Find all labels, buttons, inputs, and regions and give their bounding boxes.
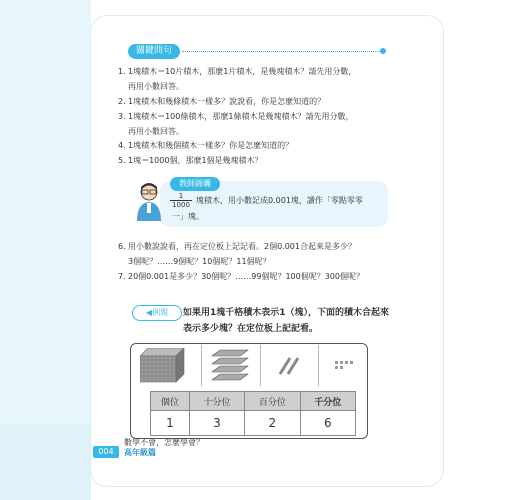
value-ones: 1 (151, 411, 190, 436)
divider-dot (380, 48, 386, 54)
question-1-cont: 再用小數回答。 (128, 82, 184, 91)
teacher-note-badge: 教師錦囊 (170, 177, 220, 191)
note-text-line1: 塊積木，用小數記成0.001塊，讀作「零點零零 (196, 196, 363, 205)
fraction (170, 192, 192, 209)
example-text-line2: 表示多少塊？在定位板上記記看。 (183, 324, 319, 334)
sidebar-footer-band (0, 425, 91, 500)
header-tenths: 十分位 (189, 392, 244, 411)
question-3: 3. 1塊積木＝100條積木，那麼1條積木是幾塊積木？請先用分數， (118, 112, 354, 121)
fraction-denominator: 1000 (172, 201, 190, 209)
thousand-block-icon (140, 348, 190, 384)
hundred-flat-icon (210, 348, 254, 384)
question-1: 1. 1塊積木＝10片積木，那麼1片積木，是幾塊積木？請先用分數， (118, 67, 357, 76)
value-thousandths: 6 (300, 411, 355, 436)
question-5: 5. 1塊＝1000個，那麼1個是幾塊積木？ (118, 156, 263, 165)
note-text-line2: 一」塊。 (172, 212, 204, 221)
book-title: 數學不會，怎麼學會？ (124, 438, 204, 447)
example-text-line1: 如果用1塊千格積木表示1（塊），下面的積木合起來 (183, 308, 390, 318)
place-value-table (150, 391, 356, 436)
section-divider (182, 51, 382, 52)
value-tenths: 3 (189, 411, 244, 436)
question-7: 7. 20個0.001是多少？30個呢？……99個呢？100個呢？300個呢？ (118, 272, 364, 281)
question-4: 4. 1塊積木和幾個積木一樣多？你是怎麼知道的？ (118, 141, 294, 150)
fraction-numerator: 1 (170, 192, 192, 201)
header-hundredths: 百分位 (245, 392, 300, 411)
question-6-cont: 3個呢？……9個呢？10個呢？11個呢？ (128, 257, 271, 266)
header-thousandths: 千分位 (300, 392, 355, 411)
question-6: 6. 用小數說說看，再在定位板上記記看。2個0.001合起來是多少？ (118, 242, 356, 251)
question-2: 2. 1塊積木和幾條積木一樣多？說說看，你是怎麼知道的？ (118, 97, 326, 106)
value-hundredths: 2 (245, 411, 300, 436)
ten-rod-icon (276, 356, 304, 376)
example-badge: ◀例題 (132, 305, 182, 321)
book-subtitle: 高年級篇 (124, 448, 156, 457)
section-badge: 關鍵問句 (128, 44, 180, 59)
teacher-avatar-icon (133, 181, 165, 221)
page-number: 004 (93, 446, 119, 458)
question-3-cont: 再用小數回答。 (128, 127, 184, 136)
header-ones: 個位 (151, 392, 190, 411)
unit-cube-icon (334, 360, 354, 370)
